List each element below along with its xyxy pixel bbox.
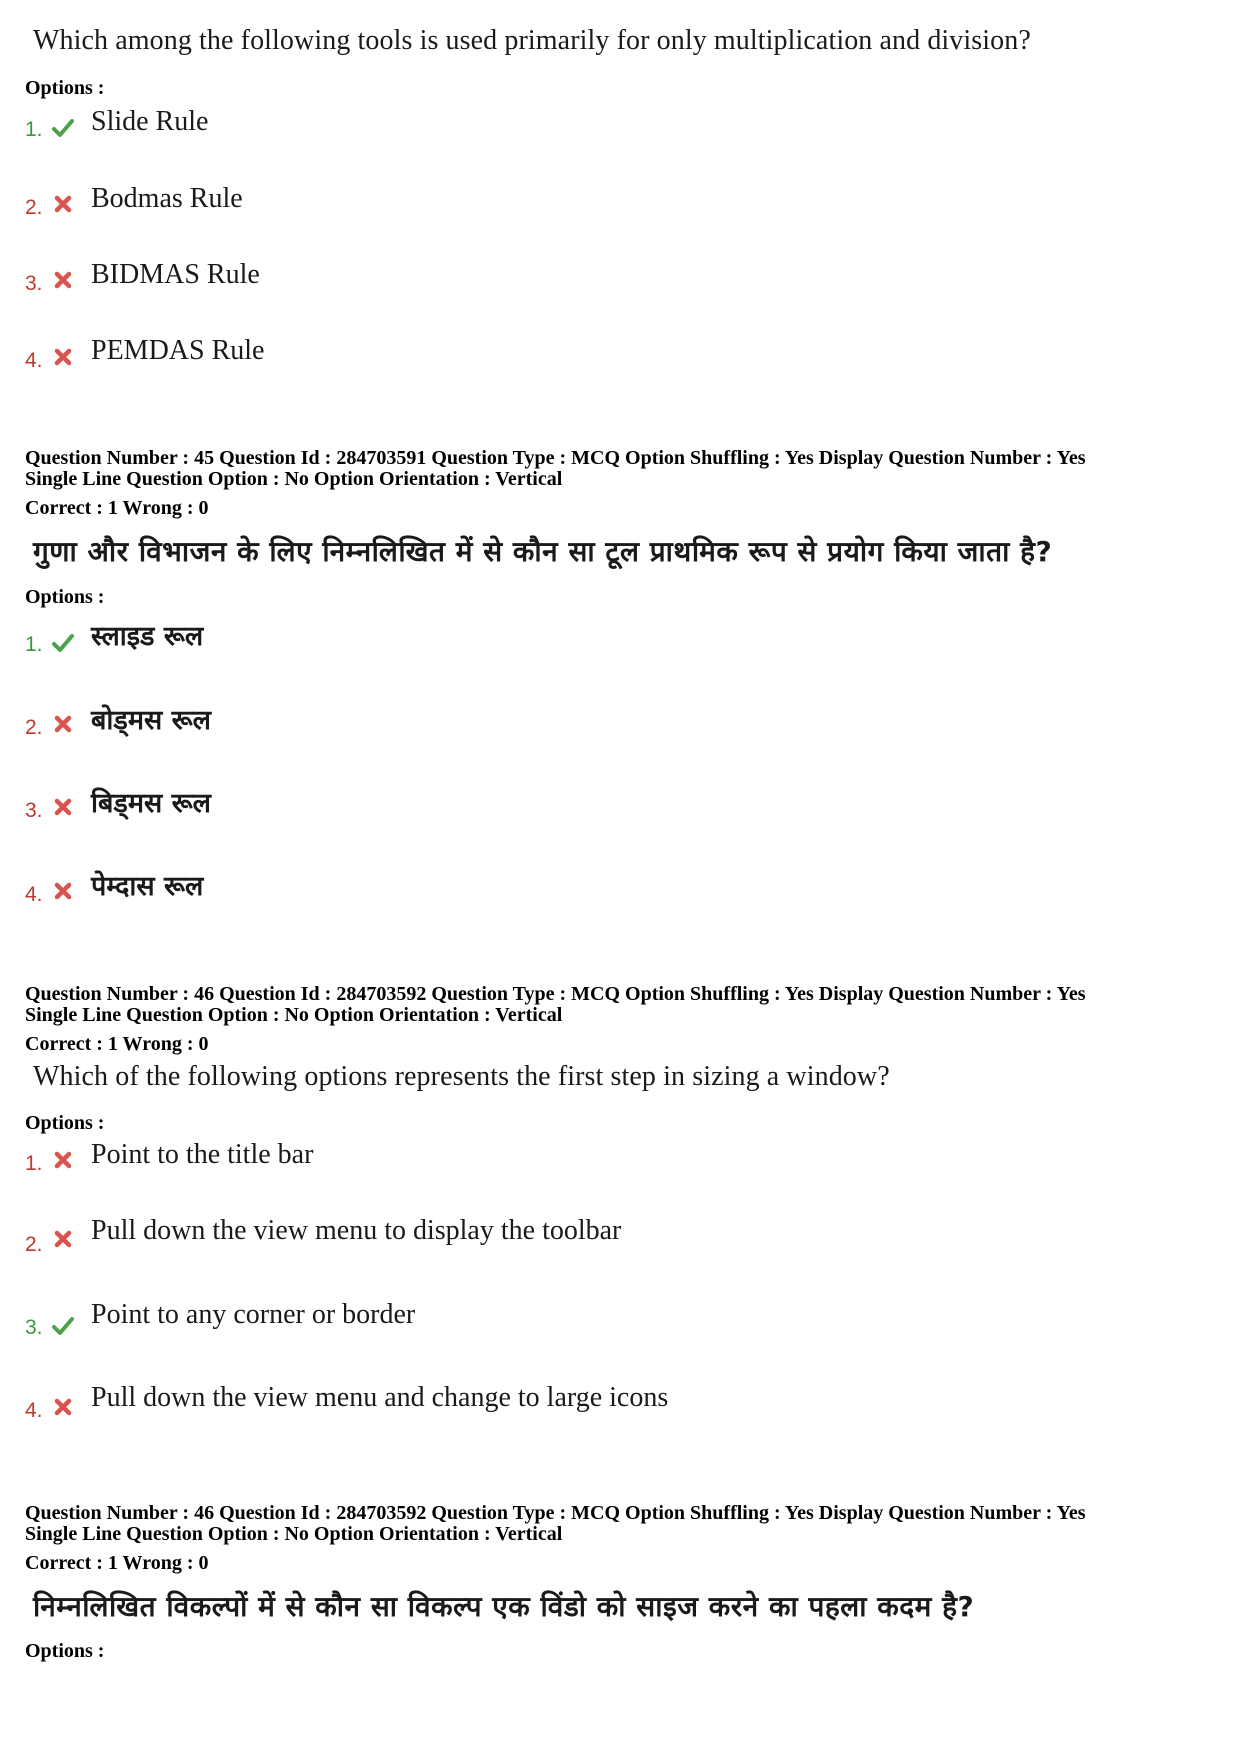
question-46-marks: Correct : 1 Wrong : 0: [25, 1033, 209, 1055]
check-icon: [51, 631, 75, 655]
question-46-meta-line1: Question Number : 46 Question Id : 284703592 Question Type : MCQ Option Shuffling : Yes Display Question Number : Yes: [25, 983, 1086, 1005]
option-45-4-text: पेम्दास रूल: [91, 871, 204, 902]
cross-icon: [51, 1227, 75, 1251]
option-45-1-number: 1.: [25, 633, 43, 656]
question-45-meta-line1: Question Number : 45 Question Id : 284703591 Question Type : MCQ Option Shuffling : Yes Display Question Number : Yes: [25, 447, 1086, 469]
cross-icon: [51, 1395, 75, 1419]
option-44-1-text: Slide Rule: [91, 106, 209, 137]
option-46-3-text: Point to any corner or border: [91, 1299, 416, 1330]
option-45-1-text: स्लाइड रूल: [91, 621, 204, 652]
option-44-2-text: Bodmas Rule: [91, 183, 243, 214]
question-45-meta-line2: Single Line Question Option : No Option Orientation : Vertical: [25, 468, 563, 490]
option-44-2-number: 2.: [25, 196, 43, 219]
question-45-text: गुणा और विभाजन के लिए निम्नलिखित में से कौन सा टूल प्राथमिक रूप से प्रयोग किया जाता है?: [33, 535, 1053, 568]
cross-icon: [51, 1148, 75, 1172]
option-45-2-number: 2.: [25, 716, 43, 739]
question-44-text: Which among the following tools is used primarily for only multiplication and division?: [33, 25, 1031, 56]
option-44-3-text: BIDMAS Rule: [91, 259, 260, 290]
option-46-4-number: 4.: [25, 1399, 43, 1422]
question-46-hi-marks: Correct : 1 Wrong : 0: [25, 1552, 209, 1574]
option-46-2-number: 2.: [25, 1233, 43, 1256]
options-label-46: Options :: [25, 1112, 105, 1134]
options-label-46-hi: Options :: [25, 1640, 105, 1662]
option-44-3-number: 3.: [25, 272, 43, 295]
question-46-hi-text: निम्नलिखित विकल्पों में से कौन सा विकल्प एक विंडो को साइज करने का पहला कदम है?: [33, 1590, 975, 1623]
cross-icon: [51, 712, 75, 736]
cross-icon: [51, 345, 75, 369]
cross-icon: [51, 268, 75, 292]
question-45-marks: Correct : 1 Wrong : 0: [25, 497, 209, 519]
option-44-4-text: PEMDAS Rule: [91, 335, 265, 366]
option-45-2-text: बोड्मस रूल: [91, 705, 211, 736]
option-46-1-text: Point to the title bar: [91, 1139, 314, 1170]
option-46-2-text: Pull down the view menu to display the toolbar: [91, 1215, 622, 1246]
options-label-45: Options :: [25, 586, 105, 608]
question-46-hi-meta-line2: Single Line Question Option : No Option Orientation : Vertical: [25, 1523, 563, 1545]
option-45-3-text: बिड्मस रूल: [91, 788, 211, 819]
option-45-3-number: 3.: [25, 799, 43, 822]
option-44-1-number: 1.: [25, 118, 43, 141]
options-label-44: Options :: [25, 77, 105, 99]
option-45-4-number: 4.: [25, 883, 43, 906]
question-46-text: Which of the following options represents the first step in sizing a window?: [33, 1061, 890, 1092]
option-46-4-text: Pull down the view menu and change to large icons: [91, 1382, 669, 1413]
cross-icon: [51, 795, 75, 819]
option-46-3-number: 3.: [25, 1316, 43, 1339]
question-46-meta-line2: Single Line Question Option : No Option Orientation : Vertical: [25, 1004, 563, 1026]
check-icon: [51, 116, 75, 140]
cross-icon: [51, 879, 75, 903]
option-44-4-number: 4.: [25, 349, 43, 372]
question-46-hi-meta-line1: Question Number : 46 Question Id : 284703592 Question Type : MCQ Option Shuffling : Yes Display Question Number : Yes: [25, 1502, 1086, 1524]
cross-icon: [51, 192, 75, 216]
check-icon: [51, 1314, 75, 1338]
option-46-1-number: 1.: [25, 1152, 43, 1175]
